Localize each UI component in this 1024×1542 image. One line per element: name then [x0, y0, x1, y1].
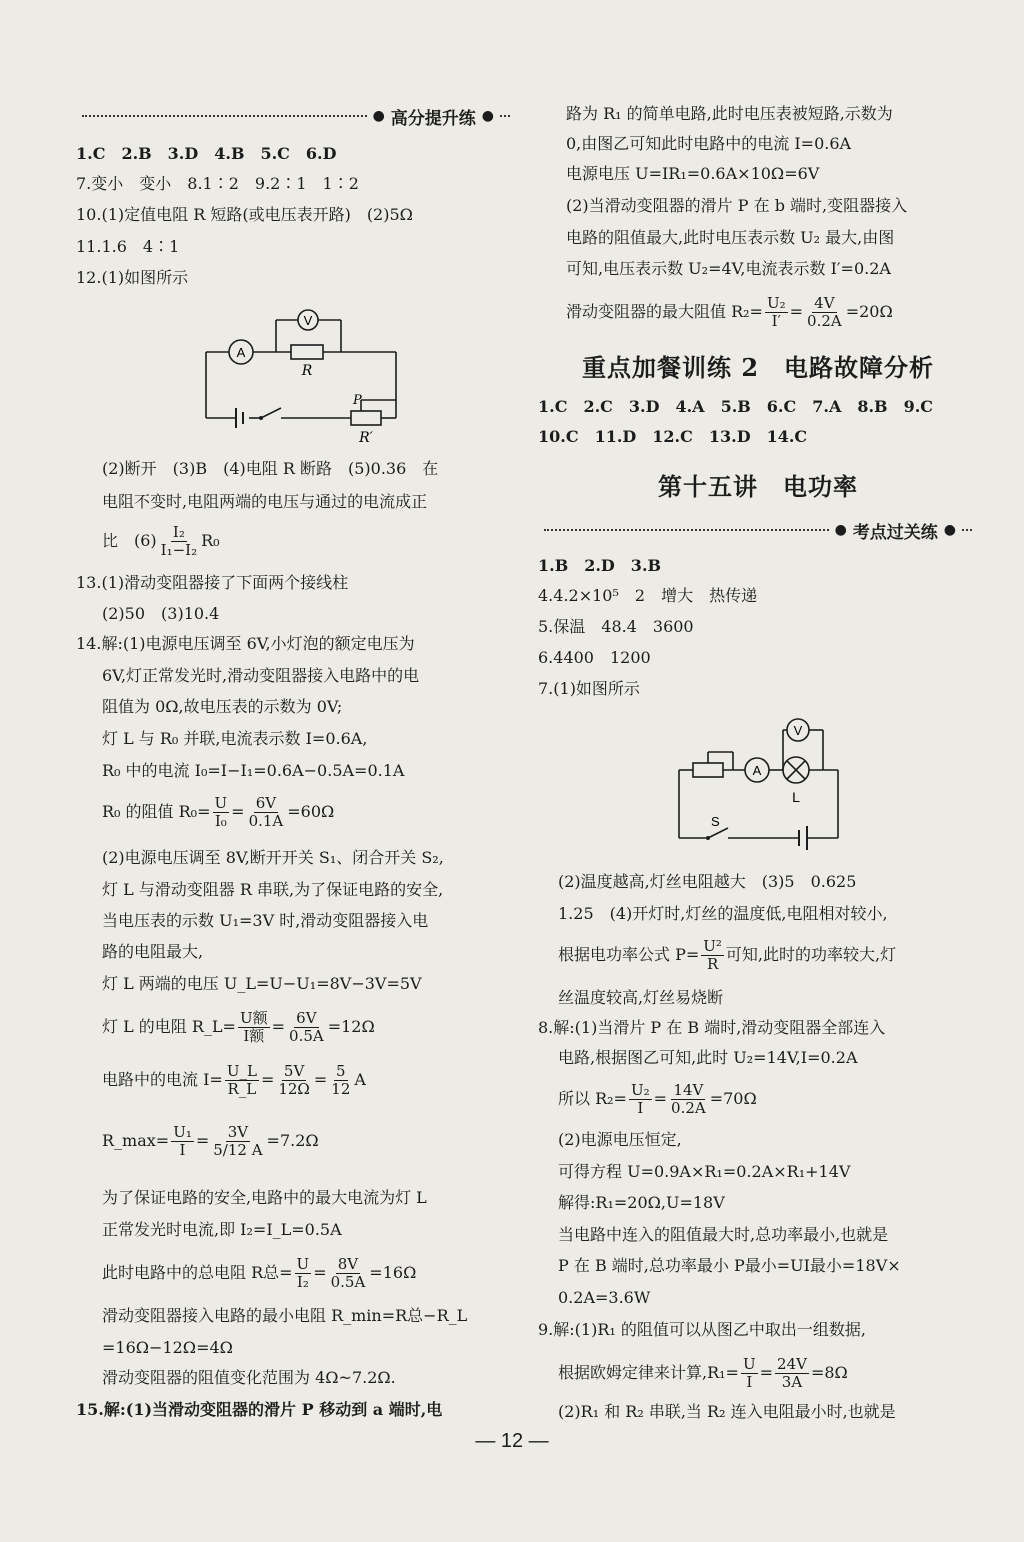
answer-line: 6.4400 1200	[538, 648, 651, 667]
answer-line: 解得:R₁=20Ω,U=18V	[558, 1193, 725, 1212]
answer-line: (2)R₁ 和 R₂ 串联,当 R₂ 连入电阻最小时,也就是	[558, 1402, 896, 1421]
answer-line: 电路的阻值最大,此时电压表示数 U₂ 最大,由图	[566, 228, 895, 247]
answer-line: 10.C 11.D 12.C 13.D 14.C	[538, 427, 808, 446]
ammeter-label: A	[752, 763, 762, 778]
switch-label: S	[711, 814, 720, 829]
answer-line: (2)电源电压调至 8V,断开开关 S₁、闭合开关 S₂,	[102, 848, 444, 867]
rheostat-icon	[351, 411, 381, 425]
slider-label: P	[353, 393, 362, 408]
formula-line: 根据欧姆定律来计算,R₁= $\frac{U}{I}$ = $\frac{24V}{3A}$ =8Ω	[558, 1355, 848, 1391]
formula-line: 电路中的电流 I= $\frac{U\_L}{R\_L}$ = $\frac{5V}{12\Omega}$ = $\frac{5}{12}$ A	[102, 1062, 366, 1098]
answer-line: 电源电压 U=IR₁=0.6A×10Ω=6V	[566, 164, 820, 183]
answer-line: 电阻不变时,电阻两端的电压与通过的电流成正	[102, 492, 428, 511]
answer-line: 1.25 (4)开灯时,灯丝的温度低,电阻相对较小,	[558, 904, 888, 923]
answer-line: 5.保温 48.4 3600	[538, 617, 694, 636]
answer-line: 路的电阻最大,	[102, 942, 204, 961]
rheostat-icon	[693, 763, 723, 777]
answer-line: 当电路中连入的阻值最大时,总功率最小,也就是	[558, 1225, 889, 1244]
answer-line: (2)50 (3)10.4	[102, 604, 220, 623]
voltmeter-label: V	[793, 723, 803, 738]
answer-line: 12.(1)如图所示	[76, 268, 189, 287]
formula-line: 根据电功率公式 P= $\frac{\text{U²}}{R}$ 可知,此时的功率较大,灯	[558, 937, 897, 973]
formula-line: 所以 R₂= $\frac{\text{U₂}}{I}$ = $\frac{14V}{0.2A}$ =70Ω	[558, 1081, 757, 1117]
answer-line: 灯 L 与滑动变阻器 R 串联,为了保证电路的安全,	[102, 880, 444, 899]
answer-line: 8.解:(1)当滑片 P 在 B 端时,滑动变阻器全部连入	[538, 1018, 886, 1037]
answer-line: 1.C 2.B 3.D 4.B 5.C 6.D	[76, 144, 337, 163]
answer-line: 正常发光时电流,即 I₂=I_L=0.5A	[102, 1220, 342, 1239]
formula-line: 此时电路中的总电阻 R总= $\frac{U}{\text{I₂}}$ = $\frac{8V}{0.5A}$ =16Ω	[102, 1255, 417, 1291]
section-title: 高分提升练	[390, 108, 476, 129]
ammeter-label: A	[236, 345, 246, 360]
lamp-icon	[783, 757, 809, 783]
answer-line: 为了保证电路的安全,电路中的最大电流为灯 L	[102, 1188, 427, 1207]
answer-line: (2)当滑动变阻器的滑片 P 在 b 端时,变阻器接入	[566, 196, 908, 215]
answer-line: 灯 L 与 R₀ 并联,电流表示数 I=0.6A,	[102, 729, 368, 748]
answer-line: 丝温度较高,灯丝易烧断	[558, 988, 724, 1007]
answer-line: R₀ 中的电流 I₀=I−I₁=0.6A−0.5A=0.1A	[102, 761, 405, 780]
circuit-diagram-q12	[201, 300, 411, 450]
answer-line: 9.解:(1)R₁ 的阻值可以从图乙中取出一组数据,	[538, 1320, 866, 1339]
circuit-diagram-q7	[673, 712, 853, 862]
resistor-r-icon	[291, 345, 323, 359]
answer-line: 10.(1)定值电阻 R 短路(或电压表开路) (2)5Ω	[76, 205, 413, 224]
answer-line: 4.4.2×10⁵ 2 增大 热传递	[538, 586, 758, 605]
rheostat-label: R′	[359, 430, 373, 446]
section-title: 考点过关练	[852, 522, 938, 543]
voltmeter-label: V	[303, 313, 313, 328]
answer-line: 滑动变阻器接入电路的最小电阻 R_min=R总−R_L	[102, 1306, 468, 1325]
formula-line: 灯 L 的电阻 R_L= $\frac{\text{U额}}{\text{I额}}$ = $\frac{6V}{0.5A}$ =12Ω	[102, 1009, 375, 1045]
answer-line: 11.1.6 4∶1	[76, 237, 180, 256]
page-number: — 12 —	[475, 1430, 549, 1452]
answer-line: 1.C 2.C 3.D 4.A 5.B 6.C 7.A 8.B 9.C	[538, 397, 934, 416]
section-header-kaodian: ● 考点过关练 ●	[538, 518, 978, 542]
answer-line: (2)温度越高,灯丝电阻越大 (3)5 0.625	[558, 872, 857, 891]
formula-line: 滑动变阻器的最大阻值 R₂= $\frac{\text{U₂}}{I'}$ = $\frac{4V}{0.2A}$ =20Ω	[566, 294, 893, 330]
answer-line: 7.变小 变小 8.1∶2 9.2∶1 1∶2	[76, 174, 359, 193]
formula-line: R_max= $\frac{\text{U₁}}{I}$ = $\frac{3V}{5/12 A}$ =7.2Ω	[102, 1123, 319, 1159]
formula-line: 比 (6) $\frac{\text{I₂}}{\text{I₁−I₂}}$ R₀	[102, 523, 220, 559]
answer-line: =16Ω−12Ω=4Ω	[102, 1338, 233, 1357]
lamp-label: L	[792, 789, 800, 805]
answer-line: 1.B 2.D 3.B	[538, 556, 662, 575]
answer-line: 7.(1)如图所示	[538, 679, 640, 698]
answer-line: (2)断开 (3)B (4)电阻 R 断路 (5)0.36 在	[102, 459, 439, 478]
answer-line: 14.解:(1)电源电压调至 6V,小灯泡的额定电压为	[76, 634, 415, 653]
formula-line: R₀ 的阻值 R₀= $\frac{U}{\text{I₀}}$ = $\frac{6V}{0.1A}$ =60Ω	[102, 794, 335, 830]
answer-line: 6V,灯正常发光时,滑动变阻器接入电路中的电	[102, 666, 420, 685]
answer-line: P 在 B 端时,总功率最小 P最小=UI最小=18V×	[558, 1256, 901, 1275]
answer-line: 0,由图乙可知此时电路中的电流 I=0.6A	[566, 134, 852, 153]
answer-line: 阻值为 0Ω,故电压表的示数为 0V;	[102, 697, 343, 716]
chapter-title-lecture: 第十五讲 电功率	[658, 472, 858, 501]
answer-line: 当电压表的示数 U₁=3V 时,滑动变阻器接入电	[102, 911, 429, 930]
answer-line: 可知,电压表示数 U₂=4V,电流表示数 I′=0.2A	[566, 259, 891, 278]
section-header-gaofen: ● 高分提升练 ●	[76, 104, 516, 128]
answer-line: 13.(1)滑动变阻器接了下面两个接线柱	[76, 573, 349, 592]
answer-line: 路为 R₁ 的简单电路,此时电压表被短路,示数为	[566, 104, 893, 123]
answer-line: (2)电源电压恒定,	[558, 1130, 682, 1149]
answer-line: 15.解:(1)当滑动变阻器的滑片 P 移动到 a 端时,电	[76, 1400, 443, 1419]
chapter-title-fault: 重点加餐训练 2 电路故障分析	[581, 353, 935, 382]
answer-line: 灯 L 两端的电压 U_L=U−U₁=8V−3V=5V	[102, 974, 422, 993]
answer-line: 可得方程 U=0.9A×R₁=0.2A×R₁+14V	[558, 1162, 851, 1181]
resistor-label: R	[301, 363, 313, 379]
answer-line: 滑动变阻器的阻值变化范围为 4Ω~7.2Ω.	[102, 1368, 396, 1387]
answer-line: 电路,根据图乙可知,此时 U₂=14V,I=0.2A	[558, 1048, 858, 1067]
answer-line: 0.2A=3.6W	[558, 1288, 651, 1307]
